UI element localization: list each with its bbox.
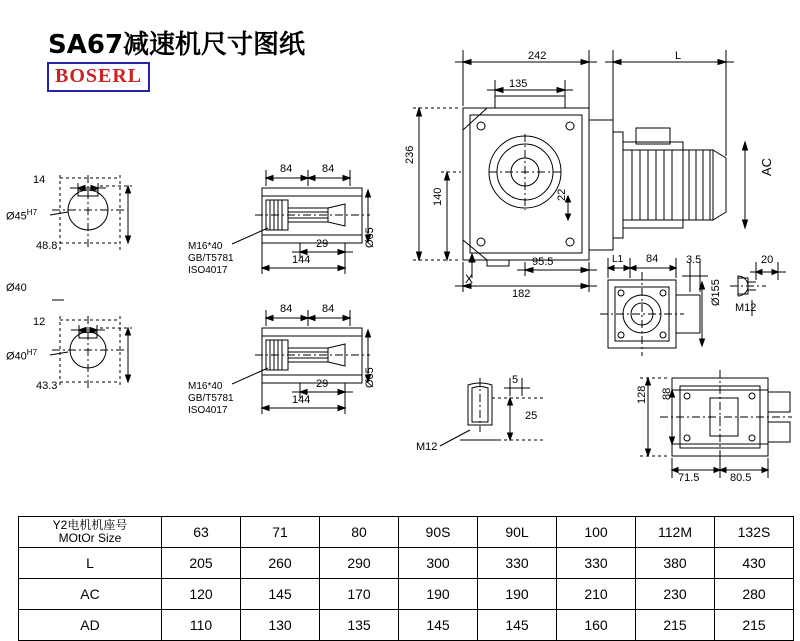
table-col-3: 90S: [399, 517, 478, 548]
cell-L-2: 290: [320, 548, 399, 579]
cell-L-3: 300: [399, 548, 478, 579]
row-label-AD: AD: [19, 610, 162, 641]
dim-84-right: 84: [646, 253, 659, 265]
dim-hubtop-dia65: Ø65: [364, 227, 376, 248]
dim-X: X: [465, 272, 474, 286]
dim-hubtop-84b: 84: [322, 163, 335, 175]
dim-hubtop-29: 29: [316, 238, 329, 250]
table-col-4: 90L: [478, 517, 557, 548]
cell-AD-1: 130: [241, 610, 320, 641]
dim-dia45: $Ø45^{H7}$: [6, 208, 38, 223]
dim-hubbot-dia65: Ø65: [364, 367, 376, 388]
table-row: [19, 548, 794, 579]
dim-hubtop-144: 144: [292, 254, 311, 266]
dim-135: 135: [509, 78, 528, 90]
dim-14: 14: [33, 174, 46, 186]
cell-AC-6: 230: [636, 579, 715, 610]
table-header-line2: MOtOr Size: [58, 531, 122, 545]
cell-AC-0: 120: [162, 579, 241, 610]
cell-L-0: 205: [162, 548, 241, 579]
dim-182: 182: [512, 288, 531, 300]
table-col-5: 100: [557, 517, 636, 548]
dim-242: 242: [528, 50, 547, 62]
row-label-AC: AC: [19, 579, 162, 610]
dim-20: 20: [761, 254, 774, 266]
cell-AD-5: 160: [557, 610, 636, 641]
table-col-0: 63: [162, 517, 241, 548]
dim-L: L: [675, 50, 682, 62]
dim-hubbot-144: 144: [292, 394, 311, 406]
note-hubbot-iso: ISO4017: [188, 405, 228, 416]
dim-dia40: $Ø40^{H7}$: [6, 348, 38, 363]
dim-25: 25: [525, 410, 538, 422]
cell-AD-3: 145: [399, 610, 478, 641]
note-hubtop-iso: ISO4017: [188, 265, 228, 276]
dim-128: 128: [636, 385, 648, 404]
dim-140: 140: [432, 187, 444, 206]
table-col-6: 112M: [636, 517, 715, 548]
dim-dia40-top: Ø40: [6, 282, 27, 294]
cell-L-6: 380: [636, 548, 715, 579]
table-header-label: [19, 517, 162, 548]
brand-logo-text: BOSERL: [55, 65, 143, 87]
dim-88: 88: [661, 387, 673, 400]
cell-L-1: 260: [241, 548, 320, 579]
page-title: SA67减速机尺寸图纸: [48, 30, 306, 60]
dim-hubbot-29: 29: [316, 378, 329, 390]
cell-AD-2: 135: [320, 610, 399, 641]
cell-AD-6: 215: [636, 610, 715, 641]
motor-size-table: [18, 516, 794, 641]
table-row: [19, 579, 794, 610]
dim-hubbot-84b: 84: [322, 303, 335, 315]
dim-5: 5: [512, 374, 519, 386]
dim-71-5: 71.5: [678, 472, 700, 484]
note-hubtop-bolt: M16*40: [188, 241, 223, 252]
row-label-L: L: [19, 548, 162, 579]
cell-AC-1: 145: [241, 579, 320, 610]
dim-L1: L1: [612, 254, 624, 265]
table-col-7: 132S: [715, 517, 794, 548]
dim-48-8: 48.8: [36, 240, 58, 252]
cell-L-7: 430: [715, 548, 794, 579]
cell-L-4: 330: [478, 548, 557, 579]
dim-M12-right: M12: [735, 302, 757, 314]
table-row: [19, 517, 794, 548]
dim-22: 22: [556, 188, 568, 201]
dim-236: 236: [404, 145, 416, 164]
dim-M12-bottom: M12: [416, 441, 438, 453]
table-col-1: 71: [241, 517, 320, 548]
cell-AD-4: 145: [478, 610, 557, 641]
dim-95-5: 95.5: [532, 256, 554, 268]
dim-80-5: 80.5: [730, 472, 752, 484]
note-hubbot-std: GB/T5781: [188, 393, 234, 404]
cell-AC-5: 210: [557, 579, 636, 610]
cell-AD-0: 110: [162, 610, 241, 641]
cell-L-5: 330: [557, 548, 636, 579]
table-header-line1: Y2电机机座号: [52, 518, 128, 532]
dim-AC: AC: [759, 157, 774, 176]
dim-3-5: 3.5: [686, 254, 702, 266]
cell-AC-3: 190: [399, 579, 478, 610]
cell-AC-7: 280: [715, 579, 794, 610]
table-col-2: 80: [320, 517, 399, 548]
dim-43-3: 43.3: [36, 380, 58, 392]
cell-AC-2: 170: [320, 579, 399, 610]
cell-AD-7: 215: [715, 610, 794, 641]
note-hubbot-bolt: M16*40: [188, 381, 223, 392]
dim-hubbot-84a: 84: [280, 303, 293, 315]
table-row: [19, 610, 794, 641]
note-hubtop-std: GB/T5781: [188, 253, 234, 264]
dim-hubtop-84a: 84: [280, 163, 293, 175]
cell-AC-4: 190: [478, 579, 557, 610]
dim-dia155: Ø155: [710, 279, 722, 306]
dim-12: 12: [33, 316, 46, 328]
